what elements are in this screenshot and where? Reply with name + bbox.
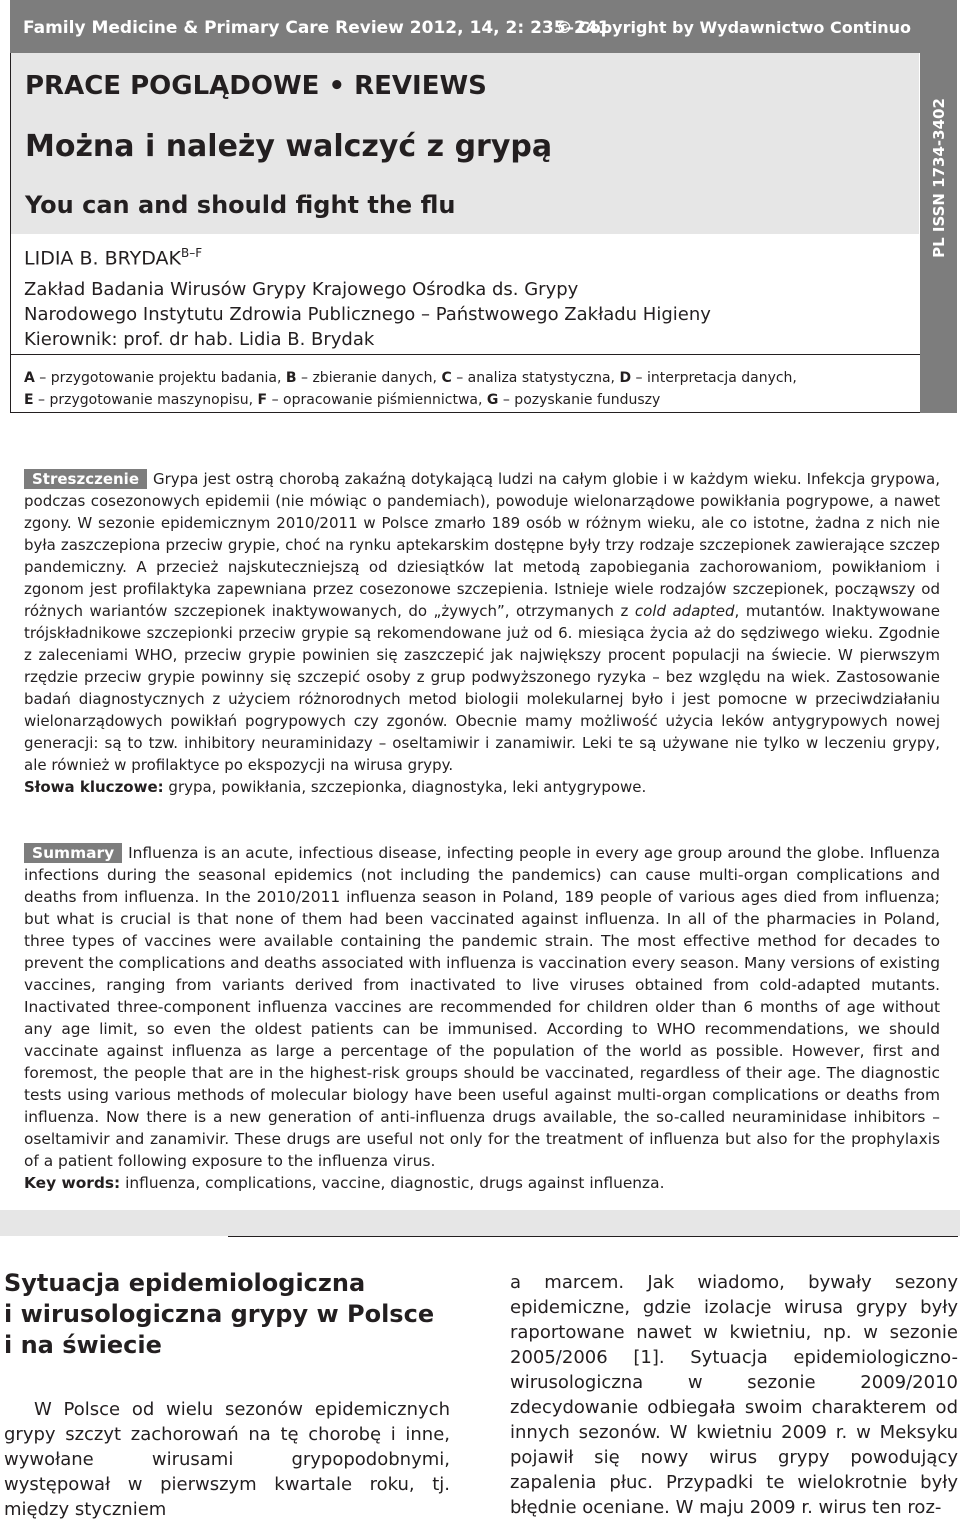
section-heading-line: i na świecie bbox=[4, 1331, 162, 1359]
abstract-en bbox=[24, 842, 940, 1194]
keywords-en: influenza, complications, vaccine, diagnostic, drugs against influenza. bbox=[125, 1174, 665, 1192]
body-column-right bbox=[510, 1270, 958, 1520]
body-paragraph: W Polsce od wielu sezonów epidemicznych grypy szczyt zachorowań na tę chorobę i inne, wywołane wirusami grypopodobnymi, występował w pierwszym kwartale roku, tj. między styczniem bbox=[4, 1399, 450, 1520]
contribution-text: – interpretacja danych, bbox=[631, 370, 797, 386]
abstract-label-en: Summary bbox=[24, 843, 122, 863]
contribution-text: – przygotowanie maszynopisu, bbox=[33, 392, 258, 408]
contribution-code: C bbox=[441, 370, 452, 386]
abstract-italic-term: cold adapted bbox=[634, 602, 735, 620]
affiliation bbox=[24, 277, 904, 352]
author-name: LIDIA B. BRYDAK bbox=[24, 247, 181, 270]
keywords-label-pl: Słowa kluczowe: bbox=[24, 778, 164, 796]
abstract-label-pl: Streszczenie bbox=[24, 469, 147, 489]
contribution-text: – przygotowanie projektu badania, bbox=[34, 370, 286, 386]
abstract-text: , mutantów. Inaktywowane trójskładnikowe szczepionki przeciw grypie są rekomendowane już od 6. miesiąca życia aż do sędziwego wieku. Zgodnie z zaleceniami WHO, przeciw grypie powinien się zaszczepić jak największy procent populacji na świecie. W pierwszym rzędzie przeciw grypie powinny się szczepić osoby z grup podwyższonego ryzyka – bez względu na wiek. Zastosowanie badań diagnostycznych z użyciem różnorodnych metod biologii molekularnej było i jest pomocne w przeciwdziałaniu wielonarządowych powikłań pogrypowych czy zgonów. Obecnie mamy możliwość użycia leków antygrypowych nowej generacji: są to tzw. inhibitory neuraminidazy – oseltamiwir i zanamiwir. Leki te są używane nie tylko w leczeniu grypy, ale również w profilaktyce po ekspozycji na wirusa grypy. bbox=[24, 602, 940, 774]
article-title-en: You can and should fight the flu bbox=[25, 191, 456, 219]
abstract-footer-band bbox=[0, 1210, 960, 1236]
abstract-pl bbox=[24, 468, 940, 798]
article-title-pl: Można i należy walczyć z grypą bbox=[25, 129, 553, 164]
author-roles: B–F bbox=[180, 246, 203, 260]
author-line bbox=[24, 246, 202, 269]
keywords-label-en: Key words: bbox=[24, 1174, 121, 1192]
title-block bbox=[11, 53, 919, 234]
contribution-code: G bbox=[486, 392, 499, 408]
contribution-legend bbox=[24, 367, 904, 411]
abstract-text: Grypa jest ostrą chorobą zakaźną dotykającą ludzi na całym globie i w każdym wieku. Infekcja grypowa, podczas cosezonowych epidemii (nie mówiąc o pandemiach), powoduje wielonarządowe powikłania pogrypowe, a nawet zgony. W sezonie epidemicznym 2010/2011 w Polsce zmarło 189 osób w różnym wieku, ale co istotne, żadna z nich nie była zaszczepiona przeciw grypie, choć na rynku aptekarskim dostępne były trzy rodzaje szczepionek zawierające szczep pandemiczny. A przecież najskuteczniejszą od dziesiątków lat metodą zapobiegania zachorowaniom, powikłaniom i zgonom jest profilaktyka zapewniana przez cosezonowe szczepienia. Istnieje wiele rodzajów szczepionek, począwszy od różnych wariantów szczepionek inaktywowanych, do „żywych”, otrzymanych z bbox=[24, 470, 940, 620]
journal-citation: Family Medicine & Primary Care Review 2012, 14, 2: 235–241 bbox=[23, 18, 610, 38]
contribution-code: B bbox=[285, 370, 297, 386]
affiliation-head: Kierownik: prof. dr hab. Lidia B. Brydak bbox=[24, 329, 375, 350]
header-divider bbox=[11, 354, 920, 355]
affiliation-line: Zakład Badania Wirusów Grypy Krajowego Ośrodka ds. Grypy bbox=[24, 279, 579, 300]
section-heading-line: Sytuacja epidemiologiczna bbox=[4, 1269, 366, 1297]
contribution-code: A bbox=[24, 370, 35, 386]
issn-label: PL ISSN 1734-3402 bbox=[929, 98, 948, 258]
affiliation-line: Narodowego Instytutu Zdrowia Publicznego – Państwowego Zakładu Higieny bbox=[24, 304, 711, 325]
contribution-code: F bbox=[257, 392, 268, 408]
contribution-text: – pozyskanie funduszy bbox=[498, 392, 661, 408]
contribution-text: – analiza statystyczna, bbox=[451, 370, 620, 386]
body-column-left bbox=[4, 1268, 450, 1522]
contribution-text: – opracowanie piśmiennictwa, bbox=[267, 392, 487, 408]
body-paragraph: a marcem. Jak wiadomo, bywały sezony epidemiczne, gdzie izolacje wirusa grypy były raportowane nawet w kwietniu, np. w sezonie 2005/2006 [1]. Sytuacja epidemiologiczno-wirusologiczna w sezonie 2009/2010 zdecydowanie odbiegała swoim charakterem od innych sezonów. W kwietniu 2009 r. w Meksyku pojawił się nowy wirus grypy powodujący zapalenia płuc. Przypadki te wielokrotnie były błędnie oceniane. W maju 2009 r. wirus ten roz- bbox=[510, 1272, 958, 1518]
contribution-code: D bbox=[619, 370, 632, 386]
section-heading bbox=[4, 1268, 450, 1361]
copyright-notice: © Copyright by Wydawnictwo Continuo bbox=[556, 18, 911, 37]
section-label: PRACE POGLĄDOWE • REVIEWS bbox=[25, 71, 487, 101]
column-rule bbox=[228, 1236, 958, 1237]
keywords-pl: grypa, powikłania, szczepionka, diagnostyka, leki antygrypowe. bbox=[168, 778, 647, 796]
abstract-text: Influenza is an acute, infectious disease, infecting people in every age group around the globe. Influenza infections during the seasonal epidemics (not including the pandemics) can cause multi-organ complications and deaths from influenza. In the 2010/2011 influenza season in Poland, 189 people of various ages died from influenza; but what is crucial is that none of them had been vaccinated against influenza. In all of the pharmacies in Poland, three types of vaccines were available containing the pandemic strain. The most effective method for decades to prevent the complications and deaths associated with influenza is vaccination every season. Many versions of existing vaccines, ranging from variants derived from inactivated to live viruses obtained from cold-adapted mutants. Inactivated three-component influenza vaccines are recommended for children older than 6 months of age without any age limit, so even the oldest patients can be immunised. According to WHO recommendations, we should vaccinate against influenza as large a percentage of the population of the world as possible. However, first and foremost, the people that are in the highest-risk groups should be vaccinated, regardless of their age. The diagnostic tests using various methods of molecular biology have been useful against multi-organ complications or deaths from influenza. Now there is a new generation of anti-influenza drugs available, the so-called neuraminidase inhibitors – oseltamivir and zanamivir. These drugs are useful not only for the treatment of influenza but also for the prophylaxis of a patient following exposure to the influenza virus. bbox=[24, 844, 940, 1170]
issn-strip bbox=[920, 53, 957, 413]
contribution-text: – zbieranie danych, bbox=[296, 370, 442, 386]
contribution-code: E bbox=[24, 392, 34, 408]
journal-bar bbox=[10, 0, 957, 53]
section-heading-line: i wirusologiczna grypy w Polsce bbox=[4, 1300, 435, 1328]
